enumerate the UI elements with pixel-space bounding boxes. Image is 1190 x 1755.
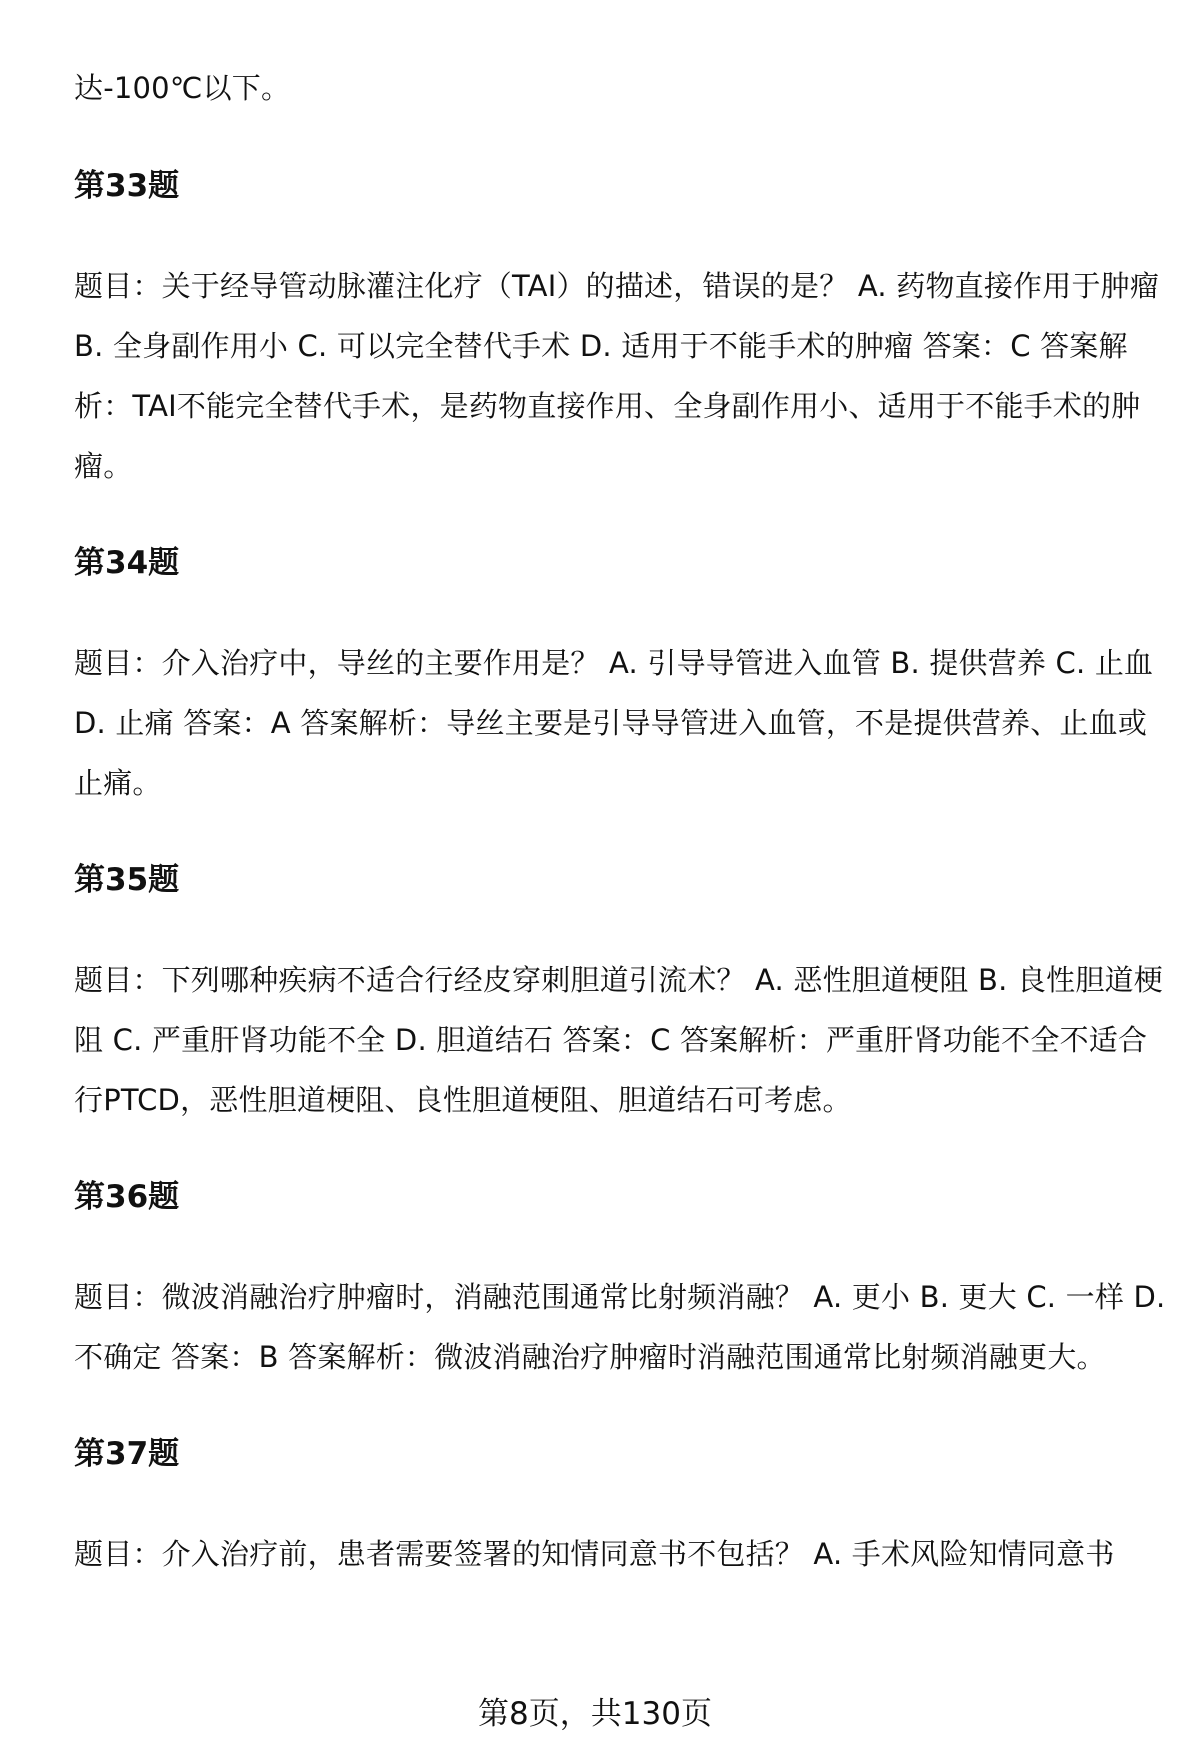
question-heading: 第36题 (74, 1179, 180, 1215)
document-content (74, 58, 1174, 1584)
question-36 (74, 1167, 1174, 1387)
question-body: 题目：关于经导管动脉灌注化疗（TAI）的描述，错误的是？ A. 药物直接作用于肿瘤 B. 全身副作用小 C. 可以完全替代手术 D. 适用于不能手术的肿瘤 答案：C 答案解析：TAI不能完全替代手术，是药物直接作用、全身副作用小、适用于不能手术的肿瘤。 (74, 269, 1160, 483)
question-35 (74, 850, 1174, 1130)
question-33 (74, 156, 1174, 496)
question-34 (74, 533, 1174, 813)
question-body: 题目：下列哪种疾病不适合行经皮穿刺胆道引流术？ A. 恶性胆道梗阻 B. 良性胆道梗阻 C. 严重肝肾功能不全 D. 胆道结石 答案：C 答案解析：严重肝肾功能不全不适合行PTCD，恶性胆道梗阻、良性胆道梗阻、胆道结石可考虑。 (74, 963, 1163, 1117)
question-heading: 第37题 (74, 1436, 180, 1472)
question-body: 题目：微波消融治疗肿瘤时，消融范围通常比射频消融？ A. 更小 B. 更大 C. 一样 D. 不确定 答案：B 答案解析：微波消融治疗肿瘤时消融范围通常比射频消融更大。 (74, 1280, 1166, 1374)
question-body: 题目：介入治疗中，导丝的主要作用是？ A. 引导导管进入血管 B. 提供营养 C. 止血 D. 止痛 答案：A 答案解析：导丝主要是引导导管进入血管，不是提供营养、止血或止痛。 (74, 646, 1154, 800)
question-37 (74, 1424, 1174, 1584)
question-heading: 第33题 (74, 168, 180, 204)
page-number-footer: 第8页，共130页 (478, 1696, 712, 1732)
lead-paragraph: 达-100℃以下。 (74, 71, 291, 105)
question-heading: 第35题 (74, 862, 180, 898)
question-heading: 第34题 (74, 545, 180, 581)
question-body: 题目：介入治疗前，患者需要签署的知情同意书不包括？ A. 手术风险知情同意书 (74, 1537, 1115, 1571)
